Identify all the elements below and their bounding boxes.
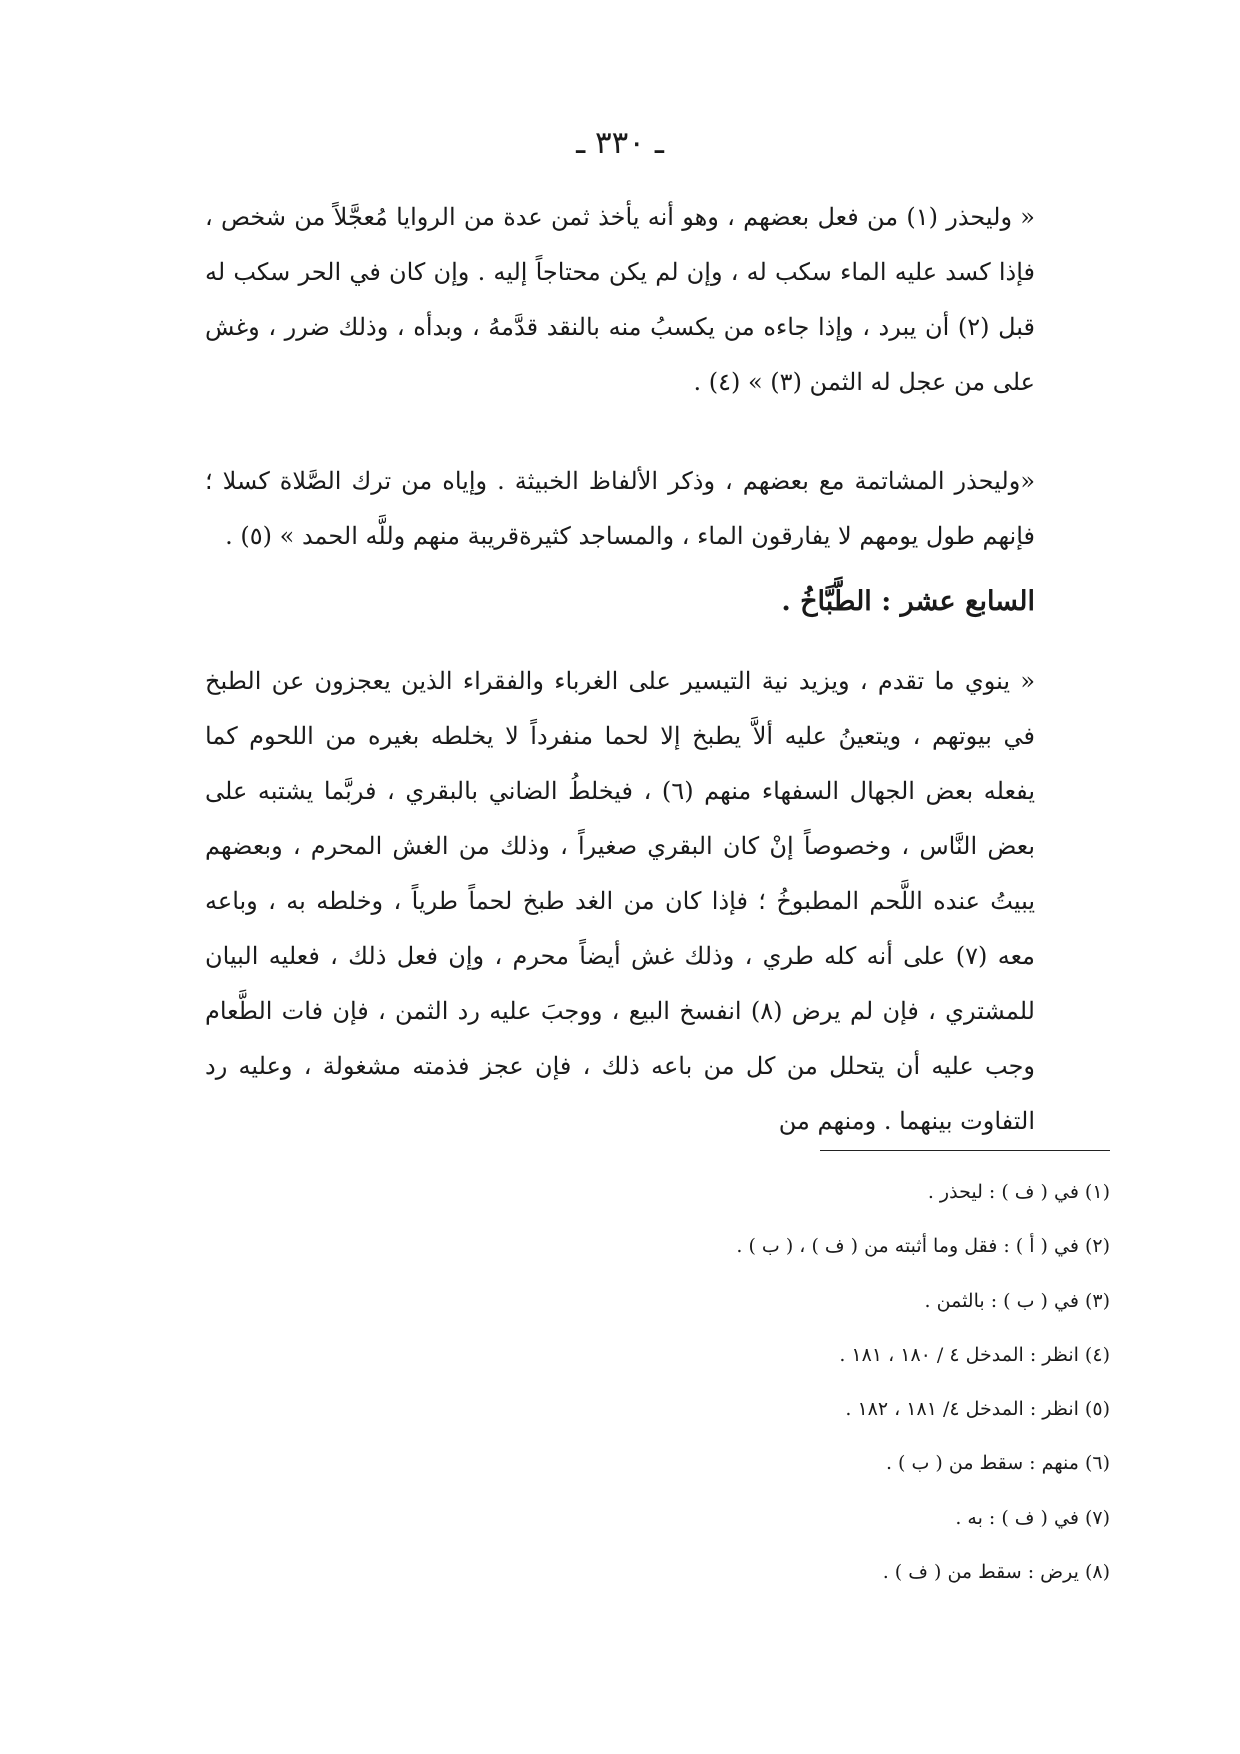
- footnote: (٦) منهم : سقط من ( ب ) .: [885, 1452, 1110, 1475]
- footnote: (٤) انظر : المدخل ٤ / ١٨٠ ، ١٨١ .: [839, 1343, 1110, 1366]
- footnote: (٨) يرض : سقط من ( ف ) .: [882, 1561, 1110, 1584]
- footnotes-list: [205, 1165, 1110, 1599]
- paragraph-water-carrier-1: « وليحذر (١) من فعل بعضهم ، وهو أنه يأخذ ثمن عدة من الروايا مُعجَّلاً من شخص ، فإذا كسد عليه الماء سكب له ، وإن لم يكن محتاجاً إليه . وإن كان في الحر سكب له قبل (٢) أن يبرد ، وإذا جاءه من يكسبُ منه بالنقد قدَّمهُ ، وبدأه ، وذلك ضرر ، وغش على من عجل له الثمن (٣) » (٤) .: [205, 203, 1035, 396]
- page-number: ـ ٣٣٠ ـ: [576, 125, 664, 161]
- footnote: (٥) انظر : المدخل ٤/ ١٨١ ، ١٨٢ .: [845, 1398, 1110, 1421]
- paragraph-water-carrier-2: «وليحذر المشاتمة مع بعضهم ، وذكر الألفاظ الخبيثة . وإياه من ترك الصَّلاة كسلا ؛ فإنهم طول يومهم لا يفارقون الماء ، والمساجد كثيرةقريبة منهم وللَّه الحمد » (٥) .: [205, 467, 1035, 550]
- footnote: (١) في ( ف ) : ليحذر .: [927, 1181, 1110, 1203]
- footnote: (٢) في ( أ ) : فقل وما أثبته من ( ف ) ، ( ب ) .: [736, 1235, 1110, 1258]
- footnote: (٧) في ( ف ) : به .: [955, 1506, 1110, 1529]
- footnote-separator: [820, 1150, 1110, 1151]
- footnote: (٣) في ( ب ) : بالثمن .: [924, 1289, 1110, 1312]
- paragraph-cook: « ينوي ما تقدم ، ويزيد نية التيسير على الغرباء والفقراء الذين يعجزون عن الطبخ في بيوتهم ، ويتعينُ عليه ألاَّ يطبخ إلا لحما منفرداً لا يخلطه بغيره من اللحوم كما يفعله بعض الجهال السفهاء منهم (٦) ، فيخلطُ الضاني بالبقري ، فربَّما يشتبه على بعض النَّاس ، وخصوصاً إنْ كان البقري صغيراً ، وذلك من الغش المحرم ، وبعضهم يبيتُ عنده اللَّحم المطبوخُ ؛ فإذا كان من الغد طبخ لحماً طرياً ، وخلطه به ، وباعه معه (٧) على أنه كله طري ، وذلك غش أيضاً محرم ، وإن فعل ذلك ، فعليه البيان للمشتري ، فإن لم يرض (٨) انفسخ البيع ، ووجبَ عليه رد الثمن ، فإن فات الطَّعام وجب عليه أن يتحلل من كل من باعه ذلك ، فإن عجز فذمته مشغولة ، وعليه رد التفاوت بينهما . ومنهم من: [205, 667, 1036, 1135]
- section-heading-cook: السابع عشر : الطَّبَّاخُ .: [781, 586, 1035, 617]
